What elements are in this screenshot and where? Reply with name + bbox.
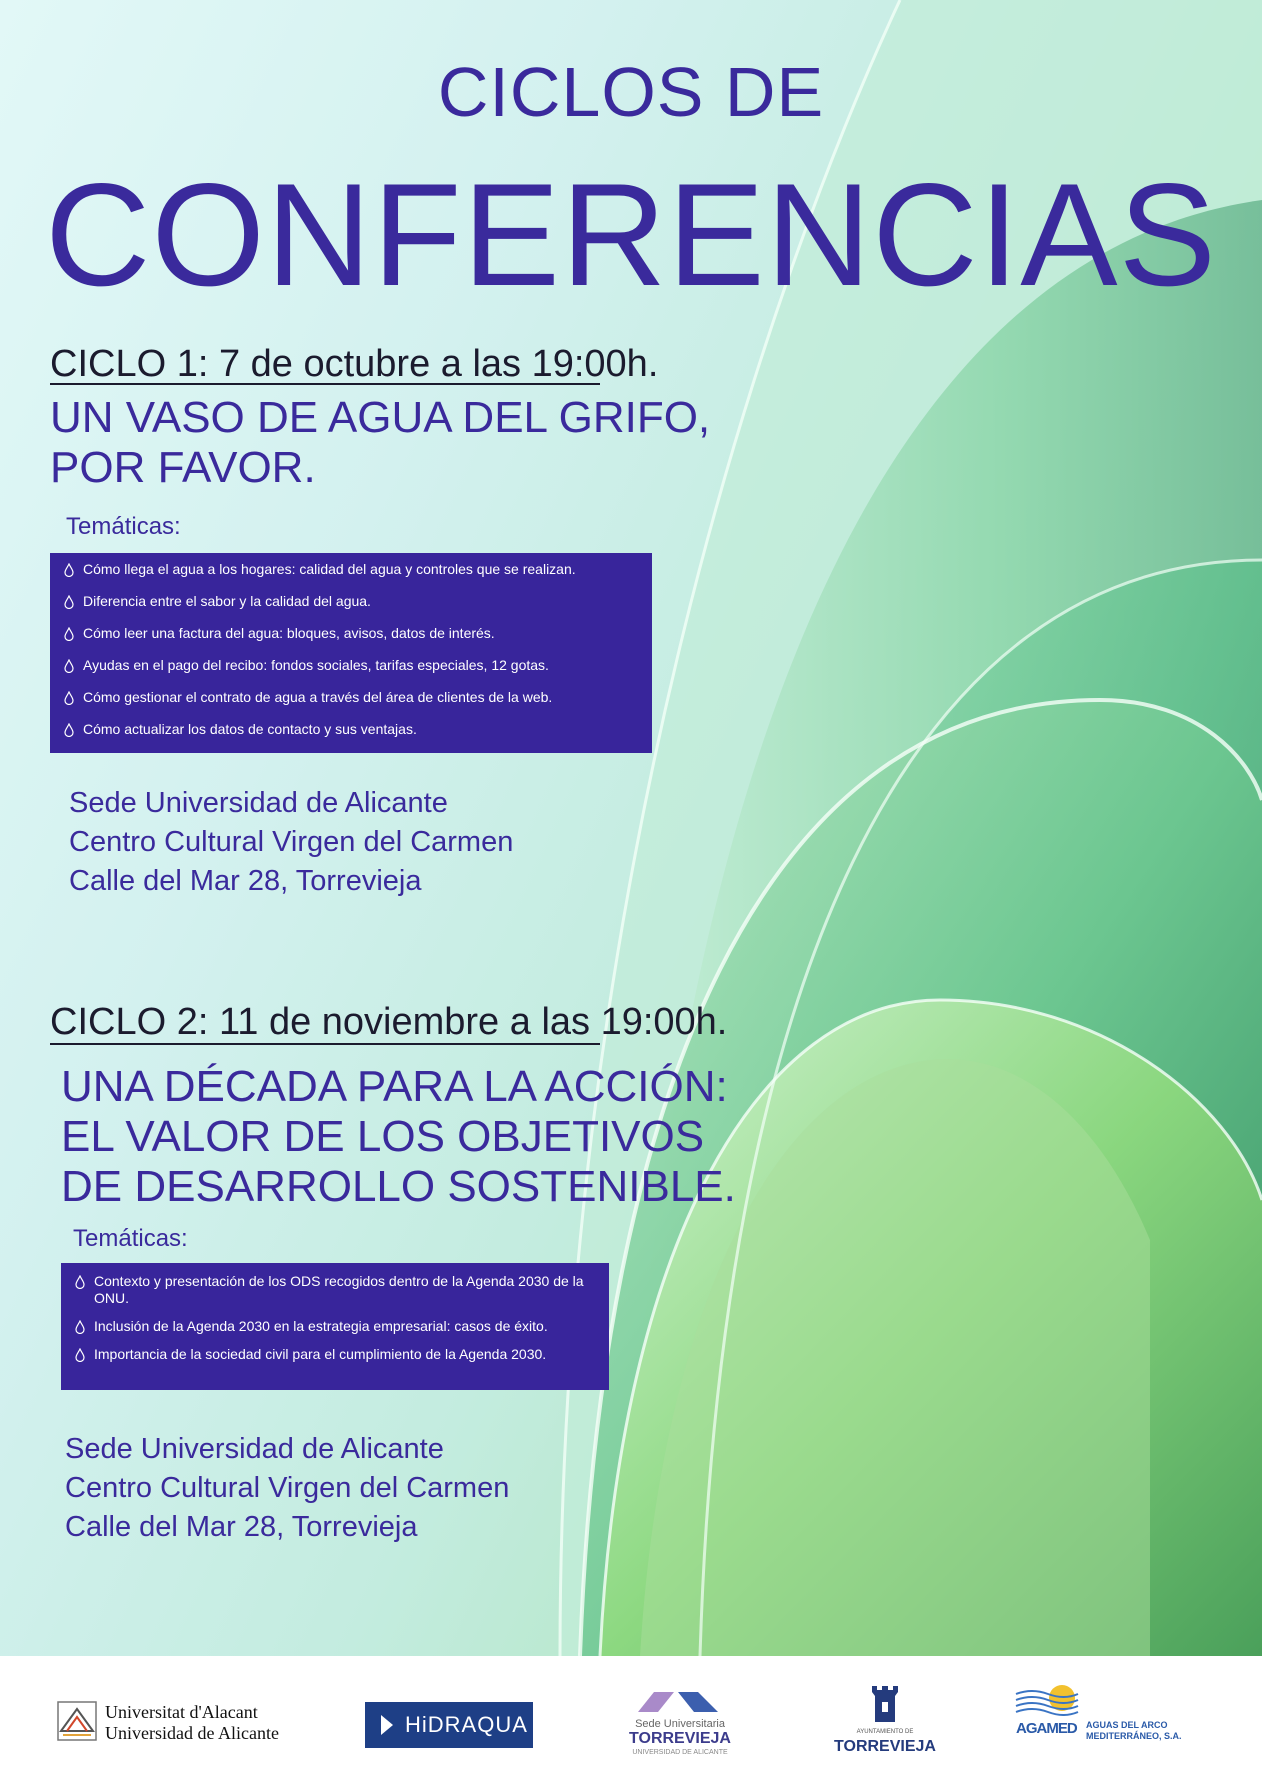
tower-icon	[869, 1684, 901, 1724]
cycle2-title-line-3: DE DESARROLLO SOSTENIBLE.	[61, 1162, 736, 1211]
cycle1-venue-line-1: Sede Universidad de Alicante	[69, 787, 448, 819]
cycle1-topics-box	[50, 553, 652, 753]
topic-item	[75, 1273, 591, 1307]
hidraqua-text: HiDRAQUA	[405, 1712, 528, 1737]
sede-logo	[620, 1690, 740, 1770]
ua-logo-icon	[57, 1701, 97, 1741]
cycle2-venue-line-3: Calle del Mar 28, Torrevieja	[65, 1511, 418, 1543]
cycle2-venue-line-1: Sede Universidad de Alicante	[65, 1433, 444, 1465]
topic-text: Cómo gestionar el contrato de agua a través del área de clientes de la web.	[83, 689, 553, 705]
hidraqua-logo-icon	[379, 1714, 395, 1736]
water-drop-icon	[64, 627, 74, 641]
cycle2-topics-box	[61, 1263, 609, 1390]
cycle1-underline	[50, 383, 600, 385]
cycle2-venue-line-2: Centro Cultural Virgen del Carmen	[65, 1472, 510, 1504]
water-drop-icon	[64, 723, 74, 737]
topic-item	[75, 1346, 591, 1363]
water-drop-icon	[64, 595, 74, 609]
title-line-1: CICLOS DE	[437, 53, 825, 131]
agamed-line-2: MEDITERRÁNEO, S.A.	[1086, 1731, 1182, 1741]
topic-text: Importancia de la sociedad civil para el cumplimiento de la Agenda 2030.	[94, 1346, 547, 1362]
cycle1-title-line-1: UN VASO DE AGUA DEL GRIFO,	[50, 393, 711, 442]
water-drop-icon	[75, 1320, 85, 1334]
topic-text: Cómo leer una factura del agua: bloques, avisos, datos de interés.	[83, 625, 495, 641]
water-drop-icon	[75, 1275, 85, 1289]
ua-logo	[57, 1701, 307, 1745]
water-drop-icon	[64, 659, 74, 673]
title-line-2: CONFERENCIAS	[44, 153, 1217, 316]
cycle1-venue-line-2: Centro Cultural Virgen del Carmen	[69, 826, 514, 858]
sede-line-3: UNIVERSIDAD DE ALICANTE	[632, 1749, 728, 1756]
topic-item	[64, 625, 634, 642]
topic-text: Ayudas en el pago del recibo: fondos sociales, tarifas especiales, 12 gotas.	[83, 657, 549, 673]
cycle1-heading: CICLO 1: 7 de octubre a las 19:00h.	[50, 343, 659, 385]
cycle1-topics-label: Temáticas:	[66, 513, 181, 540]
ayuntamiento-logo	[830, 1684, 940, 1774]
ayuntamiento-line-2: TORREVIEJA	[834, 1738, 936, 1755]
topic-text: Cómo llega el agua a los hogares: calidad del agua y controles que se realizan.	[83, 561, 576, 577]
water-drop-icon	[75, 1348, 85, 1362]
hidraqua-logo	[365, 1702, 533, 1748]
topic-item	[75, 1318, 591, 1335]
sponsor-footer	[0, 1656, 1262, 1786]
water-drop-icon	[64, 563, 74, 577]
cycle2-title-line-2: EL VALOR DE LOS OBJETIVOS	[61, 1112, 705, 1161]
topic-item	[64, 721, 634, 738]
topic-text: Contexto y presentación de los ODS recogidos dentro de la Agenda 2030 de la ONU.	[94, 1273, 584, 1306]
agamed-mark: AGAMED	[1016, 1720, 1077, 1737]
sede-roof-icon	[632, 1690, 728, 1714]
cycle2-title-line-1: UNA DÉCADA PARA LA ACCIÓN:	[61, 1062, 728, 1111]
ua-name-line-1: Universitat d'Alacant	[105, 1702, 258, 1722]
ayuntamiento-line-1: AYUNTAMIENTO DE	[856, 1729, 914, 1735]
topic-item	[64, 593, 634, 610]
topic-item	[64, 561, 634, 578]
topic-item	[64, 689, 634, 706]
sede-line-1: Sede Universitaria	[635, 1718, 725, 1730]
sede-line-2: TORREVIEJA	[629, 1730, 731, 1747]
cycle1-venue-line-3: Calle del Mar 28, Torrevieja	[69, 865, 422, 897]
cycle2-underline	[50, 1043, 600, 1045]
water-drop-icon	[64, 691, 74, 705]
topic-item	[64, 657, 634, 674]
topic-text: Cómo actualizar los datos de contacto y sus ventajas.	[83, 721, 417, 737]
cycle2-heading: CICLO 2: 11 de noviembre a las 19:00h.	[50, 1001, 728, 1043]
agamed-line-1: AGUAS DEL ARCO	[1086, 1720, 1168, 1730]
sun-waves-icon	[1014, 1682, 1080, 1716]
agamed-logo	[1010, 1682, 1210, 1762]
topic-text: Diferencia entre el sabor y la calidad del agua.	[83, 593, 371, 609]
cycle2-topics-label: Temáticas:	[73, 1225, 188, 1252]
topic-text: Inclusión de la Agenda 2030 en la estrategia empresarial: casos de éxito.	[94, 1318, 548, 1334]
ua-name-line-2: Universidad de Alicante	[105, 1723, 279, 1743]
cycle1-title-line-2: POR FAVOR.	[50, 443, 316, 492]
